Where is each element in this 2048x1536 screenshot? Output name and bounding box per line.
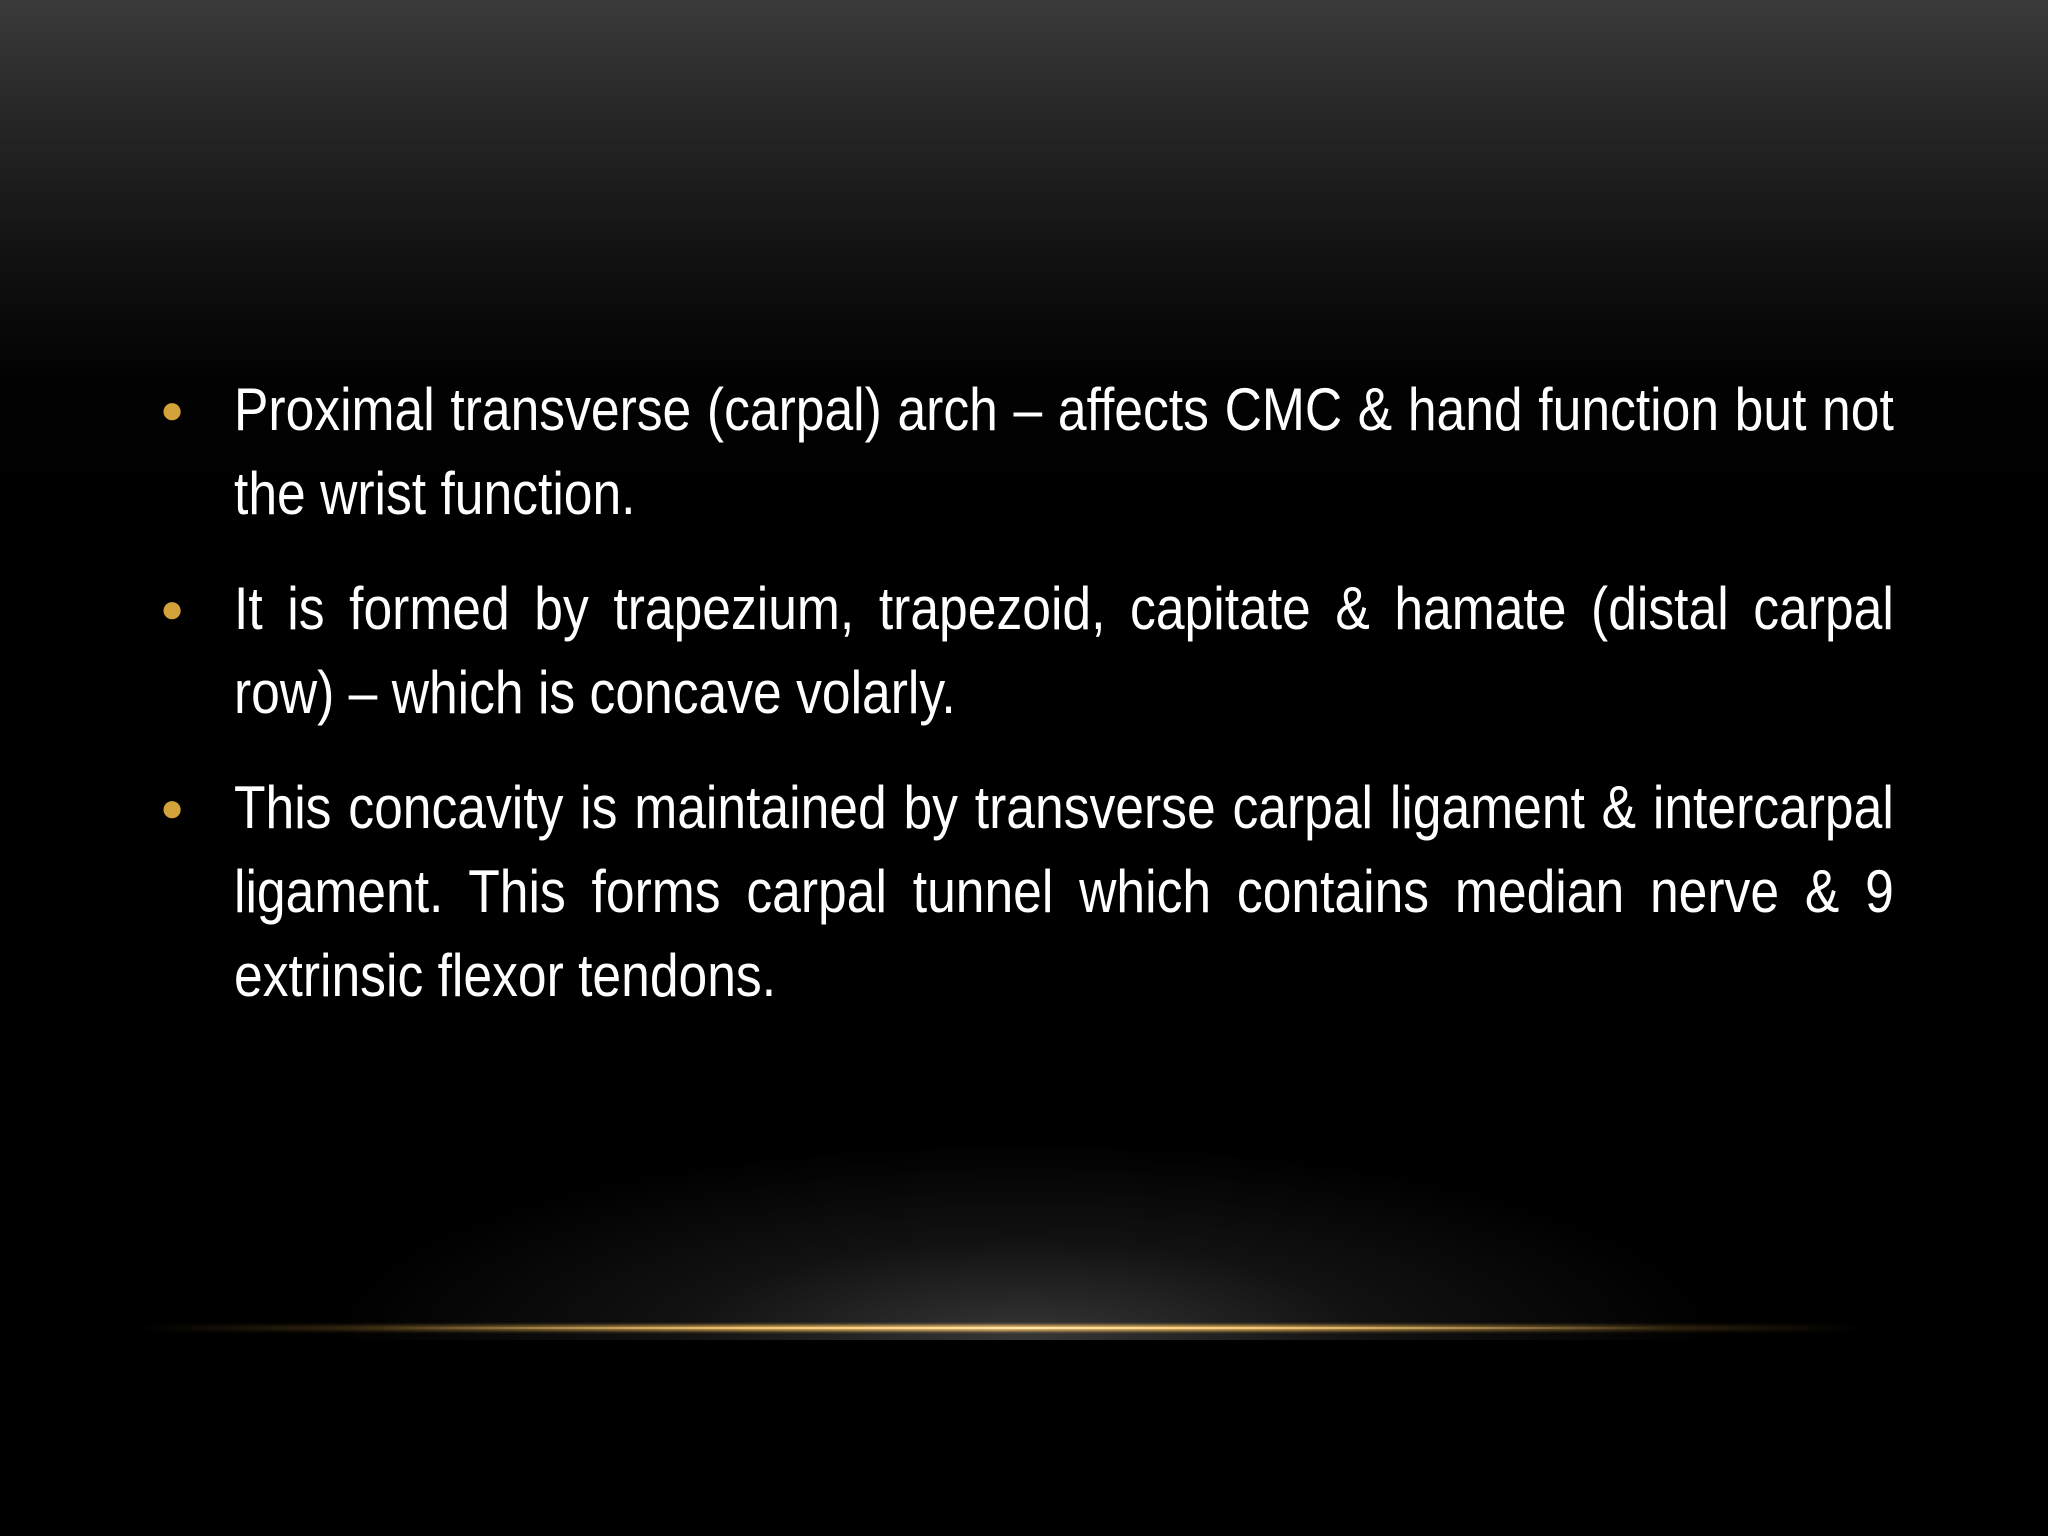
bullet-item [154, 567, 1894, 735]
bullet-text: This concavity is maintained by transverse carpal ligament & intercarpal ligament. This forms carpal tunnel which contains median nerve & 9 extrinsic flexor tendons. [234, 774, 1894, 1009]
floor-glow [324, 1140, 1724, 1340]
bullet-item [154, 368, 1894, 536]
gold-horizon-line-core [380, 1327, 1670, 1329]
bullet-list [154, 368, 1894, 1018]
bullet-item [154, 766, 1894, 1018]
bullet-text: It is formed by trapezium, trapezoid, capitate & hamate (distal carpal row) – which is concave volarly. [234, 575, 1894, 726]
bullet-icon: ● [160, 587, 185, 631]
bullet-icon: ● [160, 388, 185, 432]
bullet-text: Proximal transverse (carpal) arch – affects CMC & hand function but not the wrist function. [234, 376, 1894, 527]
slide-content [154, 368, 1894, 1049]
bullet-icon: ● [160, 786, 185, 830]
